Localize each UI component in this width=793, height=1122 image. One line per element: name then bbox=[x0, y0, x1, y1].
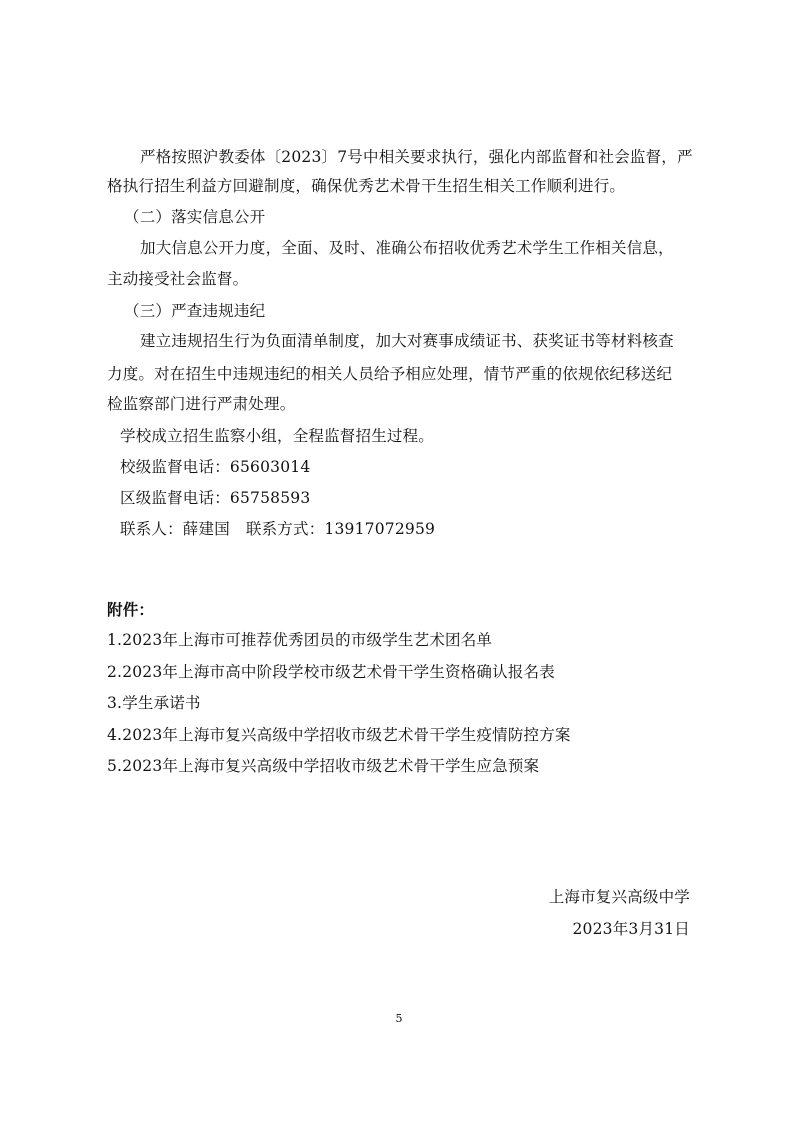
school-hotline: 校级监督电话：65603014 bbox=[120, 458, 311, 476]
paragraph-1-line-2: 格执行招生利益方回避制度，确保优秀艺术骨干生招生相关工作顺利进行。 bbox=[107, 177, 626, 195]
page-number: 5 bbox=[395, 1012, 403, 1025]
paragraph-3-line-1: 建立违规招生行为负面清单制度，加大对赛事成绩证书、获奖证书等材料核查 bbox=[140, 332, 674, 350]
section-heading-3: （三）严查违规违纪 bbox=[124, 302, 266, 320]
contact-person: 联系人：薛建国 bbox=[120, 520, 230, 538]
attachments-label: 附件： bbox=[107, 600, 155, 619]
attachment-item-2: 2.2023年上海市高中阶段学校市级艺术骨干学生资格确认报名表 bbox=[107, 663, 555, 681]
attachment-item-4: 4.2023年上海市复兴高级中学招收市级艺术骨干学生疫情防控方案 bbox=[107, 726, 571, 744]
paragraph-1-line-1: 严格按照沪教委体〔2023〕7号中相关要求执行，强化内部监督和社会监督，严 bbox=[140, 148, 693, 166]
paragraph-3-line-2: 力度。对在招生中违规违纪的相关人员给予相应处理，情节严重的依规依纪移送纪 bbox=[107, 365, 673, 383]
signature-date: 2023年3月31日 bbox=[572, 920, 690, 938]
section-heading-2: （二）落实信息公开 bbox=[124, 208, 266, 226]
contact-method: 联系方式：13917072959 bbox=[245, 520, 436, 538]
paragraph-2-line-1: 加大信息公开力度，全面、及时、准确公布招收优秀艺术学生工作相关信息， bbox=[140, 239, 674, 257]
supervision-group-text: 学校成立招生监察小组，全程监督招生过程。 bbox=[120, 427, 435, 445]
contact-line bbox=[120, 519, 435, 539]
signature-organization: 上海市复兴高级中学 bbox=[548, 888, 690, 906]
paragraph-3-line-3: 检监察部门进行严肃处理。 bbox=[107, 395, 296, 413]
paragraph-2-line-2: 主动接受社会监督。 bbox=[107, 270, 249, 288]
district-hotline: 区级监督电话：65758593 bbox=[120, 489, 311, 507]
attachment-item-5: 5.2023年上海市复兴高级中学招收市级艺术骨干学生应急预案 bbox=[107, 757, 540, 775]
attachment-item-3: 3.学生承诺书 bbox=[107, 694, 201, 712]
attachment-item-1: 1.2023年上海市可推荐优秀团员的市级学生艺术团名单 bbox=[107, 631, 493, 649]
